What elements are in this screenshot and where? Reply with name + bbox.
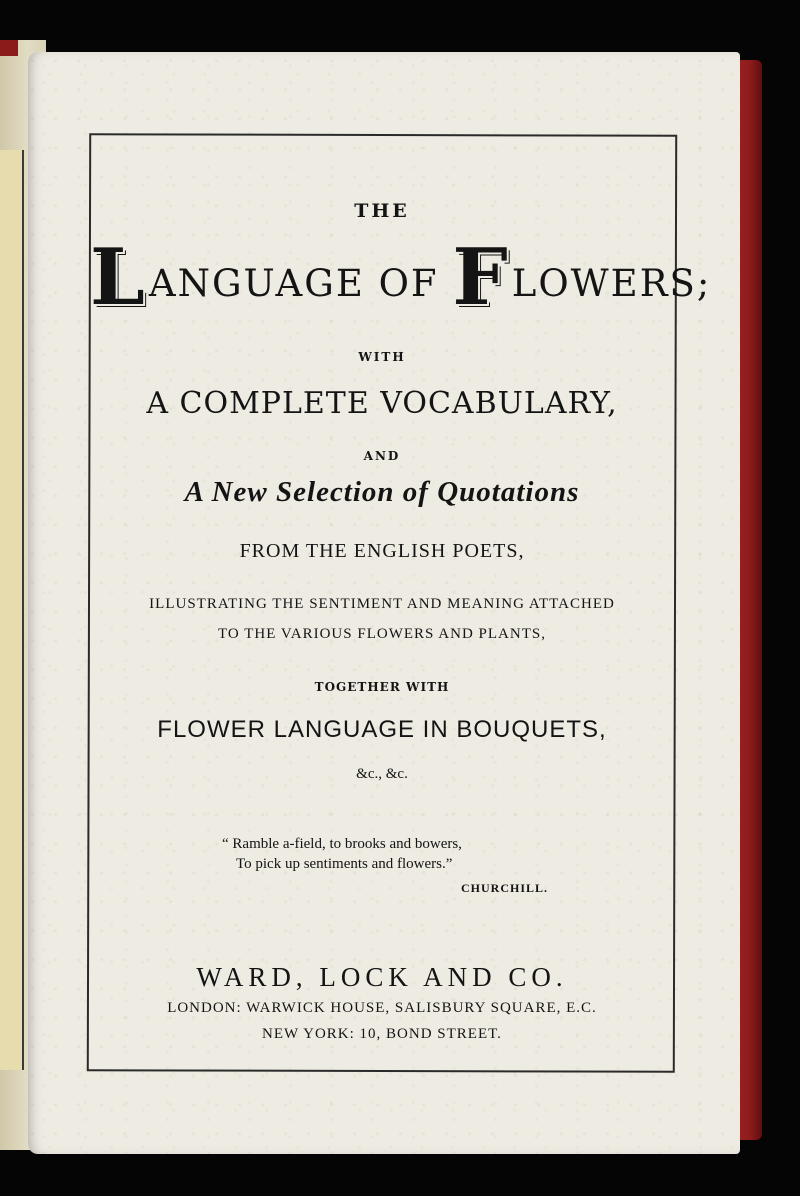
bouquets-line: FLOWER LANGUAGE IN BOUQUETS, (157, 716, 607, 743)
title-article: THE (354, 200, 410, 222)
selection-line: A New Selection of Quotations (184, 476, 580, 508)
left-cover-corner (0, 40, 18, 56)
epigraph-line-2: To pick up sentiments and flowers.” (236, 856, 453, 872)
illustrating-line-1: ILLUSTRATING THE SENTIMENT AND MEANING ATTACHED (149, 596, 615, 612)
publisher-name: WARD, LOCK AND CO. (196, 962, 568, 992)
epigraph-author: CHURCHILL. (460, 881, 548, 895)
title-initial-f: F (452, 232, 510, 323)
title-part-two: LOWERS; (511, 262, 712, 305)
and-label: AND (363, 449, 401, 463)
epigraph-line-1: “ Ramble a-field, to brooks and bowers, (222, 836, 462, 852)
illustrating-line-2: TO THE VARIOUS FLOWERS AND PLANTS, (218, 626, 546, 642)
publisher-london-address: LONDON: WARWICK HOUSE, SALISBURY SQUARE, E.C. (167, 1000, 597, 1016)
title-initial-l: L (90, 232, 147, 323)
publisher-newyork-address: NEW YORK: 10, BOND STREET. (262, 1026, 502, 1042)
left-page-plate (0, 150, 24, 1070)
etc-line: &c., &c. (356, 766, 408, 782)
with-label: WITH (358, 350, 406, 364)
title-part-one: ANGUAGE OF (148, 262, 439, 305)
vocabulary-line: A COMPLETE VOCABULARY, (146, 386, 618, 421)
epigraph (222, 834, 552, 898)
poets-line: FROM THE ENGLISH POETS, (239, 540, 525, 562)
together-label: TOGETHER WITH (314, 680, 450, 694)
book-title (90, 232, 712, 323)
